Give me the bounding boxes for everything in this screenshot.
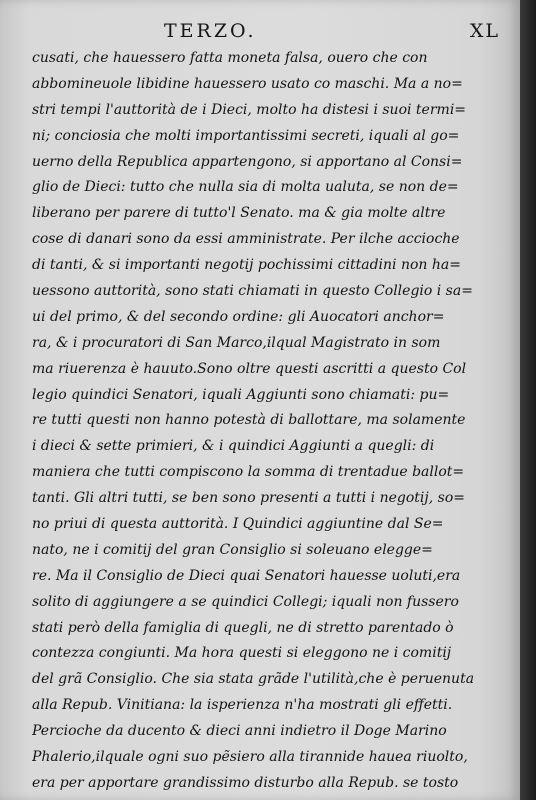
text-line: no priui di questa auttorità. I Quindici aggiuntine dal Se=: [32, 516, 444, 533]
text-line: era per apportare grandissimo disturbo alla Repub. se tosto: [32, 774, 459, 791]
text-line: abbomineuole libidine hauessero usato co maschi. Ma a no=: [32, 75, 463, 92]
text-line: i dieci & sette primieri, & i quindici Aggiunti a quegli: di: [32, 438, 435, 455]
text-line: uessono auttorità, sono stati chiamati in questo Collegio i sa=: [32, 283, 473, 300]
text-line: re tutti questi non hanno potestà di ballottare, ma solamente: [32, 412, 466, 429]
text-line: solito di aggiungere a se quindici Collegi; iquali non fussero: [32, 593, 459, 610]
text-line: del grã Consiglio. Che sia stata grãde l'utilità,che è peruenuta: [32, 671, 475, 688]
running-header: [60, 20, 500, 46]
page-folio: XL: [469, 20, 500, 42]
text-line: cusati, che hauessero fatta moneta falsa, ouero che con: [32, 50, 428, 66]
text-line: di tanti, & si importanti negotij pochissimi cittadini non ha=: [32, 257, 461, 274]
text-line: alla Repub. Vinitiana: la isperienza n'ha mostrati gli effetti.: [32, 697, 453, 714]
text-line: re. Ma il Consiglio de Dieci quai Senatori hauesse uoluti,era: [32, 567, 461, 584]
running-title: TERZO.: [164, 20, 257, 42]
text-line: glio de Dieci: tutto che nulla sia di molta ualuta, se non de=: [32, 179, 459, 196]
page-edge-shadow: [520, 0, 536, 800]
text-line: contezza congiunti. Ma hora questi si eleggono ne i comitij: [32, 645, 452, 662]
text-line: ui del primo, & del secondo ordine: gli Auocatori anchor=: [32, 308, 445, 325]
text-line: ra, & i procuratori di San Marco,ilqual Magistrato in som: [32, 334, 441, 351]
text-line: cose di danari sono da essi amministrate. Per ilche accioche: [32, 231, 460, 248]
text-line: Percioche da ducento & dieci anni indietro il Doge Marino: [32, 723, 447, 740]
text-line: legio quindici Senatori, iquali Aggiunti sono chiamati: pu=: [32, 386, 450, 403]
text-block: [32, 46, 502, 797]
text-line: stri tempi l'auttorità de i Dieci, molto ha distesi i suoi termi=: [32, 101, 467, 118]
text-line: nato, ne i comitij del gran Consiglio si soleuano elegge=: [32, 541, 433, 558]
text-line: ni; conciosia che molti importantissimi secreti, iquali al go=: [32, 127, 460, 144]
text-line: tanti. Gli altri tutti, se ben sono presenti a tutti i negotij, so=: [32, 490, 465, 507]
text-line: ma riuerenza è hauuto.Sono oltre questi ascritti a questo Col: [32, 360, 467, 377]
text-line: liberano per parere di tutto'l Senato. ma & gia molte altre: [32, 205, 446, 222]
text-line: stati però della famiglia di quegli, ne di stretto parentado ò: [32, 619, 454, 636]
text-line: maniera che tutti compiscono la somma di trentadue ballot=: [32, 464, 465, 481]
text-line: uerno della Republica appartengono, si apportano al Consi=: [32, 153, 463, 170]
text-line: Phalerio,ilquale ogni suo pẽsiero alla tirannide hauea riuolto,: [32, 749, 468, 766]
